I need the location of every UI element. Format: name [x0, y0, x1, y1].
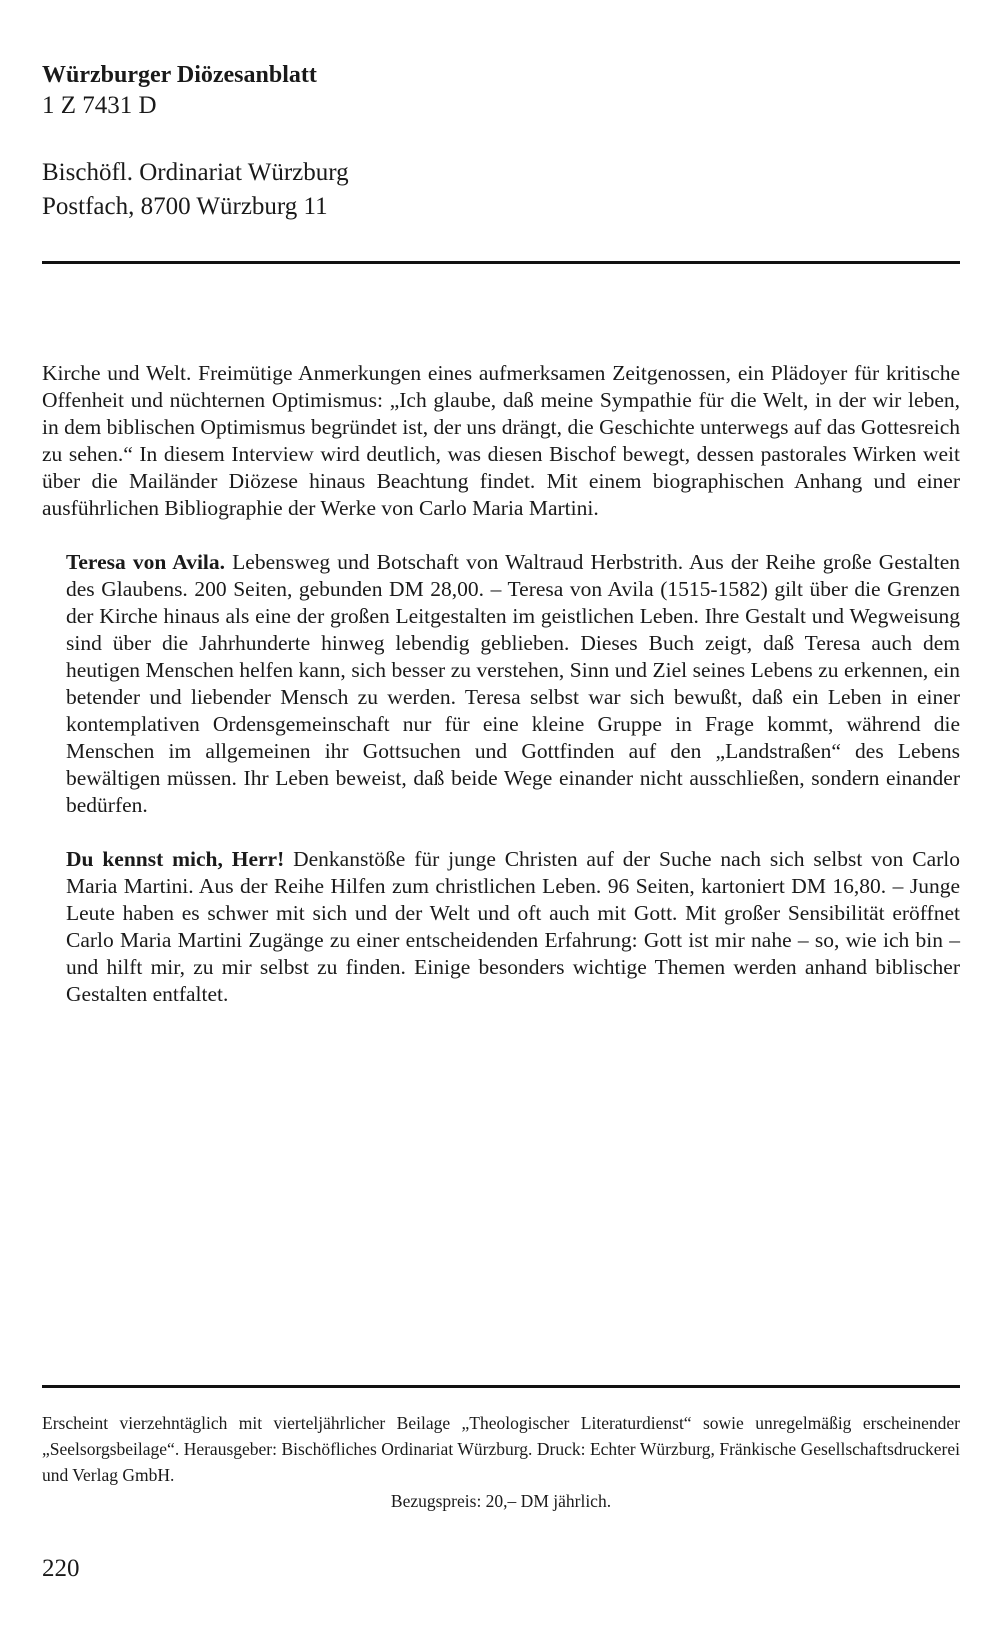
review-du-kennst-mich: [42, 846, 960, 1008]
address-header: [42, 60, 962, 224]
review-text: Kirche und Welt. Freimütige Anmerkungen eines aufmerksamen Zeitgenossen, ein Plädoyer für kritische Offenheit und nüchternen Optimismus: „Ich glaube, daß meine Sympathie für die Welt, in der wir leben, in dem biblischen Optimismus begründet ist, der uns drängt, die Geschichte unterwegs auf das Gottesreich zu sehen.“ In diesem Interview wird deutlich, was diesen Bischof bewegt, dessen pastorales Wirken weit über die Mailänder Diözese hinaus Beachtung findet. Mit einem biographischen Anhang und einer ausführlichen Bibliographie der Werke von Carlo Maria Martini.: [42, 361, 960, 520]
top-divider: [42, 261, 960, 264]
review-title: Du kennst mich, Herr!: [66, 847, 285, 871]
review-kirche-und-welt: [42, 360, 960, 522]
journal-code: 1 Z 7431 D: [42, 92, 157, 119]
footer-text: Erscheint vierzehntäglich mit vierteljährlicher Beilage „Theologischer Literaturdienst“ sowie unregelmäßig erscheinender „Seelsorgsbeilage“. Herausgeber: Bischöfliches Ordinariat Würzburg. Druck: Echter Würzburg, Fränkische Gesellschaftsdruckerei und Verlag GmbH.: [42, 1413, 960, 1485]
subscription-price: Bezugspreis: 20,– DM jährlich.: [390, 1491, 612, 1511]
review-teresa-von-avila: [42, 549, 960, 819]
review-text: Denkanstöße für junge Christen auf der Suche nach sich selbst von Carlo Maria Martini. Aus der Reihe Hilfen zum christlichen Leben. 96 Seiten, kartoniert DM 16,80. – Junge Leute haben es schwer mit sich und der Welt und oft auch mit Gott. Mit großer Sensibilität eröffnet Carlo Maria Martini Zugänge zu einer entscheidenden Erfahrung: Gott ist mir nahe – so, wie ich bin – und hilft mir, zu mir selbst zu finden. Einige besonders wichtige Themen werden anhand biblischer Gestalten entfaltet.: [66, 847, 961, 1006]
review-title: Teresa von Avila.: [66, 550, 226, 574]
journal-title: Würzburger Diözesanblatt: [42, 62, 317, 88]
book-reviews: [42, 360, 960, 1035]
sender-line-1: Bischöfl. Ordinariat Würzburg: [42, 159, 349, 186]
page-number: 220: [42, 1555, 80, 1582]
sender-address: [42, 156, 962, 224]
publication-footer: [42, 1410, 960, 1514]
bottom-divider: [42, 1385, 960, 1388]
sender-line-2: Postfach, 8700 Würzburg 11: [42, 193, 328, 220]
review-text: Lebensweg und Botschaft von Waltraud Herbstrith. Aus der Reihe große Gestalten des Glaubens. 200 Seiten, gebunden DM 28,00. – Teresa von Avila (1515-1582) gilt über die Grenzen der Kirche hinaus als eine der großen Leitgestalten im geistlichen Leben. Ihre Gestalt und Wegweisung sind über die Jahrhunderte hinweg lebendig geblieben. Dieses Buch zeigt, daß Teresa auch dem heutigen Menschen helfen kann, sich besser zu verstehen, Sinn und Ziel seines Lebens zu erkennen, ein betender und liebender Mensch zu werden. Teresa selbst war sich bewußt, daß ein Leben in einer kontemplativen Ordensgemeinschaft nur für eine kleine Gruppe in Frage kommt, während die Menschen im allgemeinen ihr Gottsuchen und Gottfinden auf den „Landstraßen“ des Lebens bewältigen müssen. Ihr Leben beweist, daß beide Wege einander nicht ausschließen, sondern einander bedürfen.: [66, 550, 960, 817]
